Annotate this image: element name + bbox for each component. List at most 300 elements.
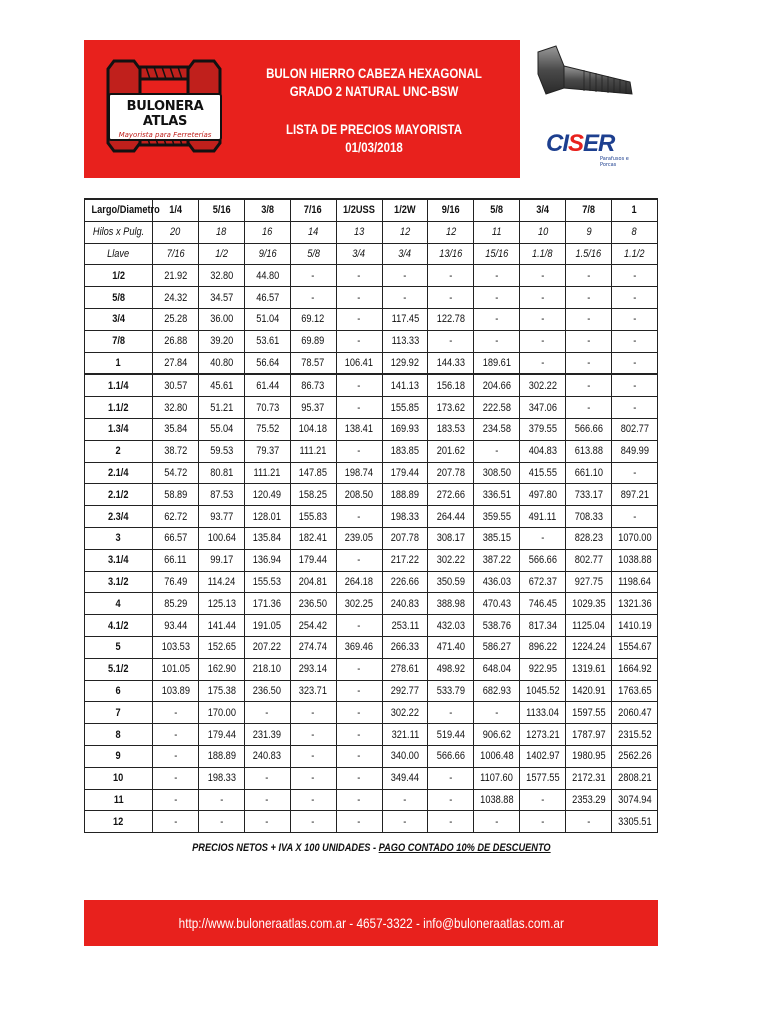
price-cell: 2808.21	[612, 767, 658, 789]
table-row	[85, 308, 658, 330]
price-cell: 802.77	[612, 418, 658, 440]
price-cell: 35.84	[153, 418, 199, 440]
price-cell: 86.73	[290, 374, 336, 396]
price-cell: -	[336, 767, 382, 789]
price-cell: -	[428, 702, 474, 724]
price-cell: -	[290, 265, 336, 287]
price-cell: -	[612, 374, 658, 396]
price-cell: 1787.97	[566, 724, 612, 746]
row-label: 7/8	[85, 330, 153, 352]
price-cell: 2060.47	[612, 702, 658, 724]
table-row	[85, 527, 658, 549]
row-label: 6	[85, 680, 153, 702]
price-cell: 32.80	[153, 397, 199, 419]
price-cell: 3/4	[336, 243, 382, 265]
price-cell: 661.10	[566, 462, 612, 484]
price-cell: 14	[290, 221, 336, 243]
price-cell: 207.22	[244, 636, 290, 658]
price-cell: 240.83	[244, 745, 290, 767]
price-cell: -	[566, 308, 612, 330]
title-line-2: GRADO 2 NATURAL UNC-BSW	[289, 83, 459, 99]
document-title	[234, 64, 514, 156]
price-cell: 1.1/8	[520, 243, 566, 265]
row-label: 8	[85, 724, 153, 746]
price-cell: 272.66	[428, 484, 474, 506]
price-cell: 3305.51	[612, 811, 658, 833]
price-cell: 906.62	[474, 724, 520, 746]
price-cell: 44.80	[244, 265, 290, 287]
price-cell: 207.78	[428, 462, 474, 484]
price-cell: 162.90	[198, 658, 244, 680]
price-cell: 613.88	[566, 440, 612, 462]
price-cell: 61.44	[244, 374, 290, 396]
price-cell: -	[520, 527, 566, 549]
price-cell: 15/16	[474, 243, 520, 265]
table-row	[85, 352, 658, 374]
contact-footer	[84, 900, 658, 946]
row-label: 10	[85, 767, 153, 789]
price-cell: 179.44	[290, 549, 336, 571]
row-label: 4.1/2	[85, 615, 153, 637]
price-cell: 21.92	[153, 265, 199, 287]
row-label: Hilos x Pulg.	[85, 221, 153, 243]
row-label: 1.3/4	[85, 418, 153, 440]
price-cell: 1.5/16	[566, 243, 612, 265]
price-cell: 1038.88	[612, 549, 658, 571]
price-cell: 5/8	[290, 243, 336, 265]
price-cell: 240.83	[382, 593, 428, 615]
price-cell: 1273.21	[520, 724, 566, 746]
price-cell: 135.84	[244, 527, 290, 549]
price-cell: -	[336, 397, 382, 419]
price-cell: 93.77	[198, 506, 244, 528]
row-label: 1.1/4	[85, 374, 153, 396]
price-cell: 1577.55	[520, 767, 566, 789]
price-cell: 1420.91	[566, 680, 612, 702]
row-label: 7	[85, 702, 153, 724]
price-cell: 1402.97	[520, 745, 566, 767]
price-cell: 388.98	[428, 593, 474, 615]
price-cell: 141.44	[198, 615, 244, 637]
price-cell: 198.33	[198, 767, 244, 789]
price-cell: 59.53	[198, 440, 244, 462]
price-cell: 175.38	[198, 680, 244, 702]
price-cell: 897.21	[612, 484, 658, 506]
price-cell: 1198.64	[612, 571, 658, 593]
diameter-header: 3/8	[244, 199, 290, 221]
row-label: 2.1/4	[85, 462, 153, 484]
row-label: 5/8	[85, 287, 153, 309]
price-cell: -	[520, 287, 566, 309]
price-cell: 347.06	[520, 397, 566, 419]
price-cell: -	[612, 265, 658, 287]
price-cell: 99.17	[198, 549, 244, 571]
price-cell: 62.72	[153, 506, 199, 528]
diameter-header: 5/8	[474, 199, 520, 221]
price-cell: 292.77	[382, 680, 428, 702]
price-cell: -	[336, 658, 382, 680]
price-cell: 3074.94	[612, 789, 658, 811]
price-cell: 189.61	[474, 352, 520, 374]
price-cell: 566.66	[428, 745, 474, 767]
hex-bolt-photo-icon	[534, 44, 638, 104]
price-cell: 25.28	[153, 308, 199, 330]
price-cell: -	[428, 789, 474, 811]
price-cell: 293.14	[290, 658, 336, 680]
diameter-header: 7/16	[290, 199, 336, 221]
price-cell: -	[336, 440, 382, 462]
price-cell: 648.04	[474, 658, 520, 680]
price-cell: 1664.92	[612, 658, 658, 680]
price-cell: -	[336, 287, 382, 309]
table-row	[85, 506, 658, 528]
price-cell: 432.03	[428, 615, 474, 637]
price-cell: -	[336, 506, 382, 528]
diameter-header: 7/8	[566, 199, 612, 221]
price-cell: -	[336, 549, 382, 571]
table-row	[85, 636, 658, 658]
row-label: Llave	[85, 243, 153, 265]
price-cell: -	[428, 811, 474, 833]
price-cell: 234.58	[474, 418, 520, 440]
price-cell: 87.53	[198, 484, 244, 506]
price-cell: 828.23	[566, 527, 612, 549]
price-cell: 1.1/2	[612, 243, 658, 265]
price-cell: 79.37	[244, 440, 290, 462]
price-cell: 927.75	[566, 571, 612, 593]
price-cell: -	[153, 745, 199, 767]
price-cell: -	[520, 265, 566, 287]
price-cell: -	[566, 330, 612, 352]
price-cell: 171.36	[244, 593, 290, 615]
price-cell: -	[382, 811, 428, 833]
price-cell: -	[290, 702, 336, 724]
price-cell: 1224.24	[566, 636, 612, 658]
price-cell: 188.89	[198, 745, 244, 767]
price-cell: 566.66	[520, 549, 566, 571]
price-cell: 75.52	[244, 418, 290, 440]
row-label: 4	[85, 593, 153, 615]
wrench-size-row	[85, 243, 658, 265]
price-cell: 201.62	[428, 440, 474, 462]
price-cell: 183.53	[428, 418, 474, 440]
price-cell: 340.00	[382, 745, 428, 767]
table-row	[85, 440, 658, 462]
diameter-header: 5/16	[198, 199, 244, 221]
price-cell: 100.64	[198, 527, 244, 549]
price-cell: -	[520, 308, 566, 330]
price-cell: 198.74	[336, 462, 382, 484]
diameter-header: 1/2USS	[336, 199, 382, 221]
price-cell: -	[153, 789, 199, 811]
logo-tagline: Mayorista para Ferreterías	[118, 131, 212, 139]
table-row	[85, 702, 658, 724]
price-cell: 1038.88	[474, 789, 520, 811]
price-cell: 708.33	[566, 506, 612, 528]
price-cell: 16	[244, 221, 290, 243]
price-cell: 817.34	[520, 615, 566, 637]
price-cell: -	[520, 789, 566, 811]
price-cell: 222.58	[474, 397, 520, 419]
price-cell: 51.21	[198, 397, 244, 419]
price-cell: 1763.65	[612, 680, 658, 702]
row-label: 3/4	[85, 308, 153, 330]
price-cell: -	[382, 265, 428, 287]
price-cell: 226.66	[382, 571, 428, 593]
price-cell: 40.80	[198, 352, 244, 374]
price-cell: 733.17	[566, 484, 612, 506]
price-cell: 66.57	[153, 527, 199, 549]
price-cell: -	[198, 789, 244, 811]
price-cell: 404.83	[520, 440, 566, 462]
price-cell: 188.89	[382, 484, 428, 506]
row-label: 3	[85, 527, 153, 549]
price-cell: -	[290, 767, 336, 789]
price-cell: 254.42	[290, 615, 336, 637]
price-cell: -	[244, 702, 290, 724]
price-cell: 239.05	[336, 527, 382, 549]
price-cell: 9/16	[244, 243, 290, 265]
price-cell: 1319.61	[566, 658, 612, 680]
price-cell: 491.11	[520, 506, 566, 528]
price-cell: 1/2	[198, 243, 244, 265]
ciser-subtitle: Parafusos e Porcas	[600, 156, 629, 168]
price-cell: 170.00	[198, 702, 244, 724]
price-cell: -	[336, 745, 382, 767]
price-cell: -	[612, 506, 658, 528]
price-cell: -	[336, 308, 382, 330]
price-cell: 308.17	[428, 527, 474, 549]
table-row	[85, 571, 658, 593]
price-cell: 253.11	[382, 615, 428, 637]
row-label: 1/2	[85, 265, 153, 287]
threads-per-inch-row	[85, 221, 658, 243]
price-cell: -	[612, 462, 658, 484]
table-row	[85, 789, 658, 811]
price-cell: 69.12	[290, 308, 336, 330]
diameter-header: 3/4	[520, 199, 566, 221]
price-cell: 2315.52	[612, 724, 658, 746]
row-label: 1.1/2	[85, 397, 153, 419]
price-cell: 672.37	[520, 571, 566, 593]
price-cell: 207.78	[382, 527, 428, 549]
price-cell: 103.53	[153, 636, 199, 658]
price-cell: -	[474, 440, 520, 462]
price-cell: 1410.19	[612, 615, 658, 637]
price-list-date: 01/03/2018	[345, 139, 403, 155]
price-cell: 471.40	[428, 636, 474, 658]
price-cell: 191.05	[244, 615, 290, 637]
price-table	[84, 198, 658, 833]
table-row	[85, 658, 658, 680]
price-cell: -	[474, 702, 520, 724]
price-cell: 369.46	[336, 636, 382, 658]
price-cell: 51.04	[244, 308, 290, 330]
ciser-logo	[546, 130, 646, 168]
price-cell: 198.33	[382, 506, 428, 528]
table-row	[85, 615, 658, 637]
price-cell: 2172.31	[566, 767, 612, 789]
row-label: 3.1/4	[85, 549, 153, 571]
price-cell: 27.84	[153, 352, 199, 374]
price-cell: 78.57	[290, 352, 336, 374]
table-row	[85, 397, 658, 419]
price-cell: -	[244, 767, 290, 789]
price-cell: 387.22	[474, 549, 520, 571]
row-label: 11	[85, 789, 153, 811]
price-cell: 10	[520, 221, 566, 243]
price-cell: 20	[153, 221, 199, 243]
price-cell: 349.44	[382, 767, 428, 789]
price-cell: 173.62	[428, 397, 474, 419]
price-cell: 8	[612, 221, 658, 243]
price-cell: 538.76	[474, 615, 520, 637]
price-cell: 93.44	[153, 615, 199, 637]
price-cell: 80.81	[198, 462, 244, 484]
price-cell: 39.20	[198, 330, 244, 352]
diameter-header: 9/16	[428, 199, 474, 221]
price-cell: 13/16	[428, 243, 474, 265]
price-cell: -	[612, 330, 658, 352]
corner-header: Largo/Diametro	[85, 199, 153, 221]
price-cell: 69.89	[290, 330, 336, 352]
row-label: 5.1/2	[85, 658, 153, 680]
row-label: 12	[85, 811, 153, 833]
price-cell: -	[336, 615, 382, 637]
price-cell: 111.21	[290, 440, 336, 462]
price-cell: 32.80	[198, 265, 244, 287]
table-row	[85, 418, 658, 440]
table-row	[85, 680, 658, 702]
price-cell: 385.15	[474, 527, 520, 549]
price-cell: 302.22	[520, 374, 566, 396]
price-cell: 274.74	[290, 636, 336, 658]
price-cell: 101.05	[153, 658, 199, 680]
price-cell: 278.61	[382, 658, 428, 680]
price-cell: 56.64	[244, 352, 290, 374]
row-label: 2.3/4	[85, 506, 153, 528]
price-cell: 204.66	[474, 374, 520, 396]
contact-info: http://www.buloneraatlas.com.ar - 4657-3322 - info@buloneraatlas.com.ar	[178, 915, 564, 931]
price-cell: 122.78	[428, 308, 474, 330]
diameter-header: 1	[612, 199, 658, 221]
price-cell: 38.72	[153, 440, 199, 462]
title-line-3: LISTA DE PRECIOS MAYORISTA	[285, 121, 463, 137]
price-cell: -	[428, 287, 474, 309]
price-note	[84, 842, 658, 854]
price-cell: -	[290, 287, 336, 309]
price-cell: 179.44	[198, 724, 244, 746]
price-cell: 204.81	[290, 571, 336, 593]
price-cell: 1133.04	[520, 702, 566, 724]
price-cell: -	[428, 330, 474, 352]
table-row	[85, 287, 658, 309]
row-label: 5	[85, 636, 153, 658]
price-cell: -	[290, 789, 336, 811]
price-cell: -	[153, 767, 199, 789]
price-cell: 12	[382, 221, 428, 243]
price-cell: 76.49	[153, 571, 199, 593]
price-cell: 45.61	[198, 374, 244, 396]
price-cell: 156.18	[428, 374, 474, 396]
logo-text-box	[108, 93, 222, 141]
price-cell: 158.25	[290, 484, 336, 506]
price-cell: -	[244, 811, 290, 833]
price-cell: 519.44	[428, 724, 474, 746]
price-cell: 117.45	[382, 308, 428, 330]
price-cell: 1321.36	[612, 593, 658, 615]
table-row	[85, 484, 658, 506]
price-cell: -	[612, 287, 658, 309]
price-cell: 302.25	[336, 593, 382, 615]
table-row	[85, 330, 658, 352]
price-cell: 30.57	[153, 374, 199, 396]
price-cell: -	[336, 789, 382, 811]
price-cell: 147.85	[290, 462, 336, 484]
table-row	[85, 724, 658, 746]
price-cell: 1554.67	[612, 636, 658, 658]
note-text: PRECIOS NETOS + IVA X 100 UNIDADES -	[191, 842, 379, 854]
price-cell: 155.83	[290, 506, 336, 528]
price-cell: 138.41	[336, 418, 382, 440]
table-row	[85, 745, 658, 767]
price-cell: 336.51	[474, 484, 520, 506]
price-cell: -	[336, 702, 382, 724]
price-cell: 533.79	[428, 680, 474, 702]
price-cell: 144.33	[428, 352, 474, 374]
price-cell: -	[566, 287, 612, 309]
table-row	[85, 811, 658, 833]
price-cell: 231.39	[244, 724, 290, 746]
price-cell: 1980.95	[566, 745, 612, 767]
title-banner	[84, 40, 520, 178]
price-cell: 106.41	[336, 352, 382, 374]
price-cell: 217.22	[382, 549, 428, 571]
price-cell: 18	[198, 221, 244, 243]
price-cell: 802.77	[566, 549, 612, 571]
logo-name: BULONERA ATLAS	[126, 99, 204, 129]
price-cell: 2353.29	[566, 789, 612, 811]
price-cell: 11	[474, 221, 520, 243]
price-cell: 152.65	[198, 636, 244, 658]
price-cell: 236.50	[244, 680, 290, 702]
price-cell: -	[153, 811, 199, 833]
price-cell: 236.50	[290, 593, 336, 615]
price-cell: 141.13	[382, 374, 428, 396]
price-cell: 103.89	[153, 680, 199, 702]
price-cell: -	[428, 767, 474, 789]
price-cell: 1045.52	[520, 680, 566, 702]
price-cell: 470.43	[474, 593, 520, 615]
price-cell: 34.57	[198, 287, 244, 309]
price-cell: 896.22	[520, 636, 566, 658]
table-row	[85, 549, 658, 571]
price-cell: -	[153, 702, 199, 724]
price-cell: -	[520, 330, 566, 352]
price-cell: 302.22	[428, 549, 474, 571]
price-cell: 1125.04	[566, 615, 612, 637]
price-cell: -	[336, 811, 382, 833]
header	[84, 40, 658, 178]
price-cell: 308.50	[474, 462, 520, 484]
price-cell: 566.66	[566, 418, 612, 440]
price-cell: -	[566, 397, 612, 419]
price-cell: 498.92	[428, 658, 474, 680]
price-cell: 114.24	[198, 571, 244, 593]
row-label: 1	[85, 352, 153, 374]
price-cell: 136.94	[244, 549, 290, 571]
row-label: 2	[85, 440, 153, 462]
